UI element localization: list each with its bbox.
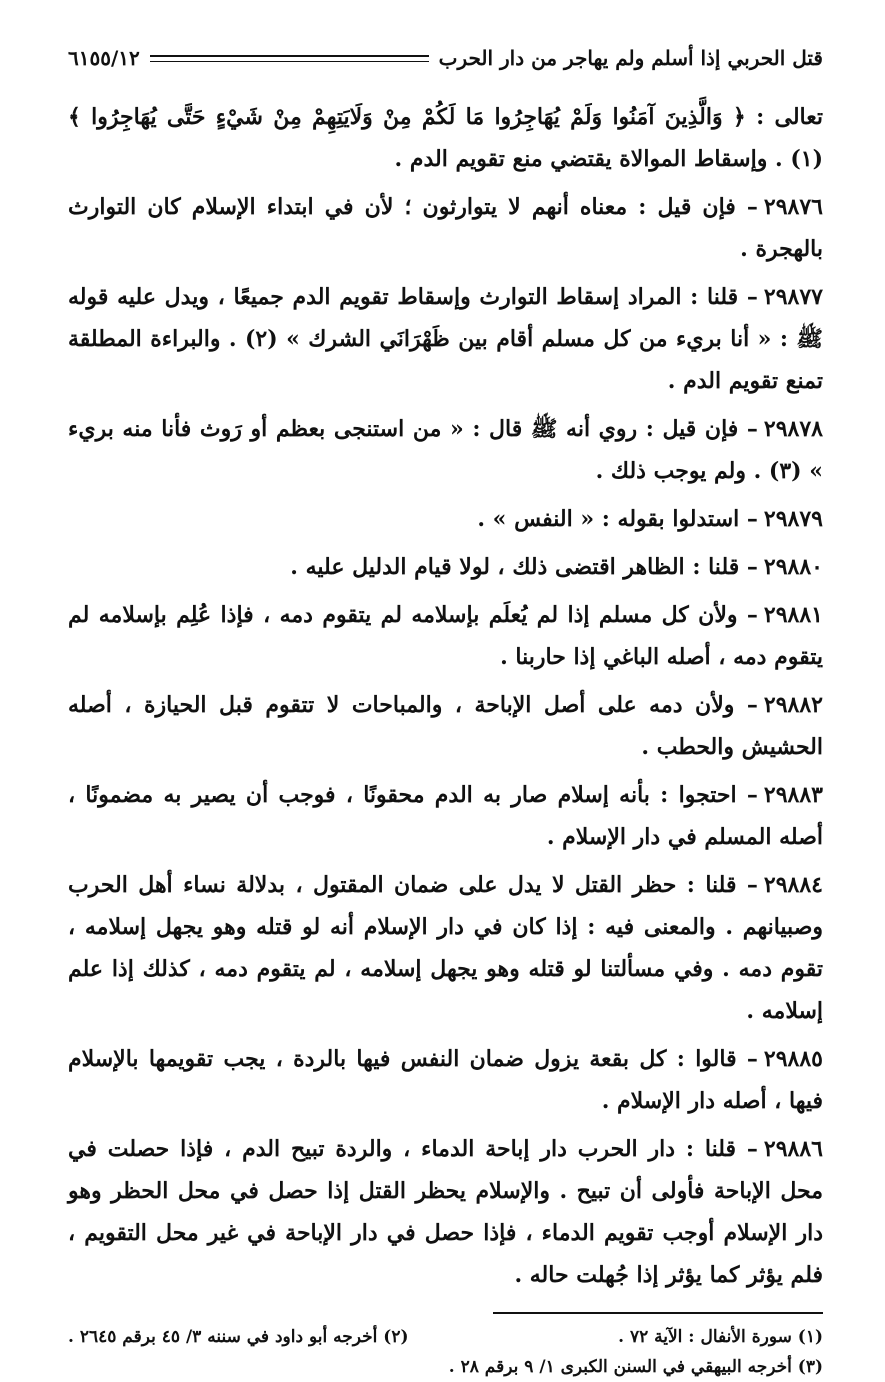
footnote-rule (493, 1312, 823, 1314)
paragraph (68, 186, 823, 270)
paragraph (68, 546, 823, 588)
paragraph-text: – ولأن دمه على أصل الإباحة ، والمباحات لا تتقوم قبل الحيازة ، أصله الحشيش والحطب . (68, 692, 823, 760)
paragraph (68, 684, 823, 768)
paragraph (68, 774, 823, 858)
paragraph-text: – قلنا : دار الحرب دار إباحة الدماء ، والردة تبيح الدم ، فإذا حصلت في محل الإباحة فأولى أن تبيح . والإسلام يحظر القتل إذا حصل في محل الحظر وهو دار الإسلام أوجب تقويم الدماء ، فإذا حصل في دار الإباحة في غير محل التقويم ، فلم يؤثر كما يؤثر إذا جُهلت حاله . (68, 1136, 823, 1288)
footnotes (68, 1312, 823, 1382)
paragraph (68, 1038, 823, 1122)
paragraph (68, 1128, 823, 1296)
paragraph-number: ٢٩٨٨٠ (763, 554, 823, 580)
paragraph-text: – استدلوا بقوله : « النفس » . (477, 506, 758, 532)
paragraph-text: – قلنا : حظر القتل لا يدل على ضمان المقتول ، بدلالة نساء أهل الحرب وصبيانهم . والمعنى فيه : إذا كان في دار الإسلام أنه لو قتله وهو يجهل إسلامه ، تقوم دمه . وفي مسألتنا لو قتله وهو يجهل إسلامه ، لم يتقوم دمه ، كذلك إذا علم إسلامه . (68, 872, 823, 1024)
paragraph-number: ٢٩٨٨٥ (763, 1046, 823, 1072)
paragraph-text: – قالوا : كل بقعة يزول ضمان النفس فيها بالردة ، يجب تقويمها بالإسلام فيها ، أصله دار الإسلام . (68, 1046, 823, 1114)
footnote-2: (٢) أخرجه أبو داود في سننه ٣/ ٤٥ برقم ٢٦٤٥ . (68, 1327, 409, 1347)
footnote-1: (١) سورة الأنفال : الآية ٧٢ . (618, 1327, 823, 1347)
paragraph-text: – ولأن كل مسلم إذا لم يُعلَم بإسلامه لم يتقوم دمه ، فإذا عُلِم بإسلامه لم يتقوم دمه ، أصله الباغي إذا حاربنا . (68, 602, 823, 670)
paragraph (68, 96, 823, 180)
paragraph-text: – قلنا : الظاهر اقتضى ذلك ، لولا قيام الدليل عليه . (290, 554, 758, 580)
paragraph-number: ٢٩٨٨٣ (763, 782, 823, 808)
paragraph-number: ٢٩٨٨٢ (763, 692, 823, 718)
paragraph-number: ٢٩٨٧٧ (763, 284, 823, 310)
main-text (68, 96, 823, 1296)
header-title: قتل الحربي إذا أسلم ولم يهاجر من دار الحرب (438, 46, 823, 70)
paragraph-text: – فإن قيل : معناه أنهم لا يتوارثون ؛ لأن في ابتداء الإسلام كان التوارث بالهجرة . (68, 194, 823, 262)
header-rule (150, 55, 429, 62)
paragraph-text: – قلنا : المراد إسقاط التوارث وإسقاط تقويم الدم جميعًا ، ويدل عليه قوله ﷺ : « أنا بريء من كل مسلم أقام بين ظَهْرَانَي الشرك » (٢) . والبراءة المطلقة تمنع تقويم الدم . (68, 284, 823, 394)
page-reference: ٦١٥٥/١٢ (68, 46, 140, 70)
paragraph-number: ٢٩٨٧٩ (763, 506, 823, 532)
paragraph-text: – احتجوا : بأنه إسلام صار به الدم محقونًا ، فوجب أن يصير به مضمونًا ، أصله المسلم في دار الإسلام . (68, 782, 823, 850)
paragraph (68, 864, 823, 1032)
paragraph-number: ٢٩٨٨٦ (763, 1136, 823, 1162)
footnote-row (68, 1322, 823, 1352)
running-header (68, 32, 823, 84)
paragraph (68, 594, 823, 678)
paragraph (68, 408, 823, 492)
paragraph-number: ٢٩٨٧٦ (763, 194, 823, 220)
paragraph-number: ٢٩٨٨٤ (763, 872, 823, 898)
paragraph-text: – فإن قيل : روي أنه ﷺ قال : « من استنجى بعظم أو رَوث فأنا منه بريء » (٣) . ولم يوجب ذلك . (68, 416, 823, 484)
paragraph-text: تعالى : ﴿ وَالَّذِينَ آمَنُوا وَلَمْ يُهَاجِرُوا مَا لَكُمْ مِنْ وَلَايَتِهِمْ مِنْ شَيْءٍ حَتَّى يُهَاجِرُوا ﴾ (١) . وإسقاط الموالاة يقتضي منع تقويم الدم . (68, 104, 823, 172)
paragraph-number: ٢٩٨٧٨ (763, 416, 823, 442)
paragraph-number: ٢٩٨٨١ (763, 602, 823, 628)
paragraph (68, 498, 823, 540)
footnote-3: (٣) أخرجه البيهقي في السنن الكبرى ١/ ٩ برقم ٢٨ . (448, 1357, 823, 1377)
paragraph (68, 276, 823, 402)
